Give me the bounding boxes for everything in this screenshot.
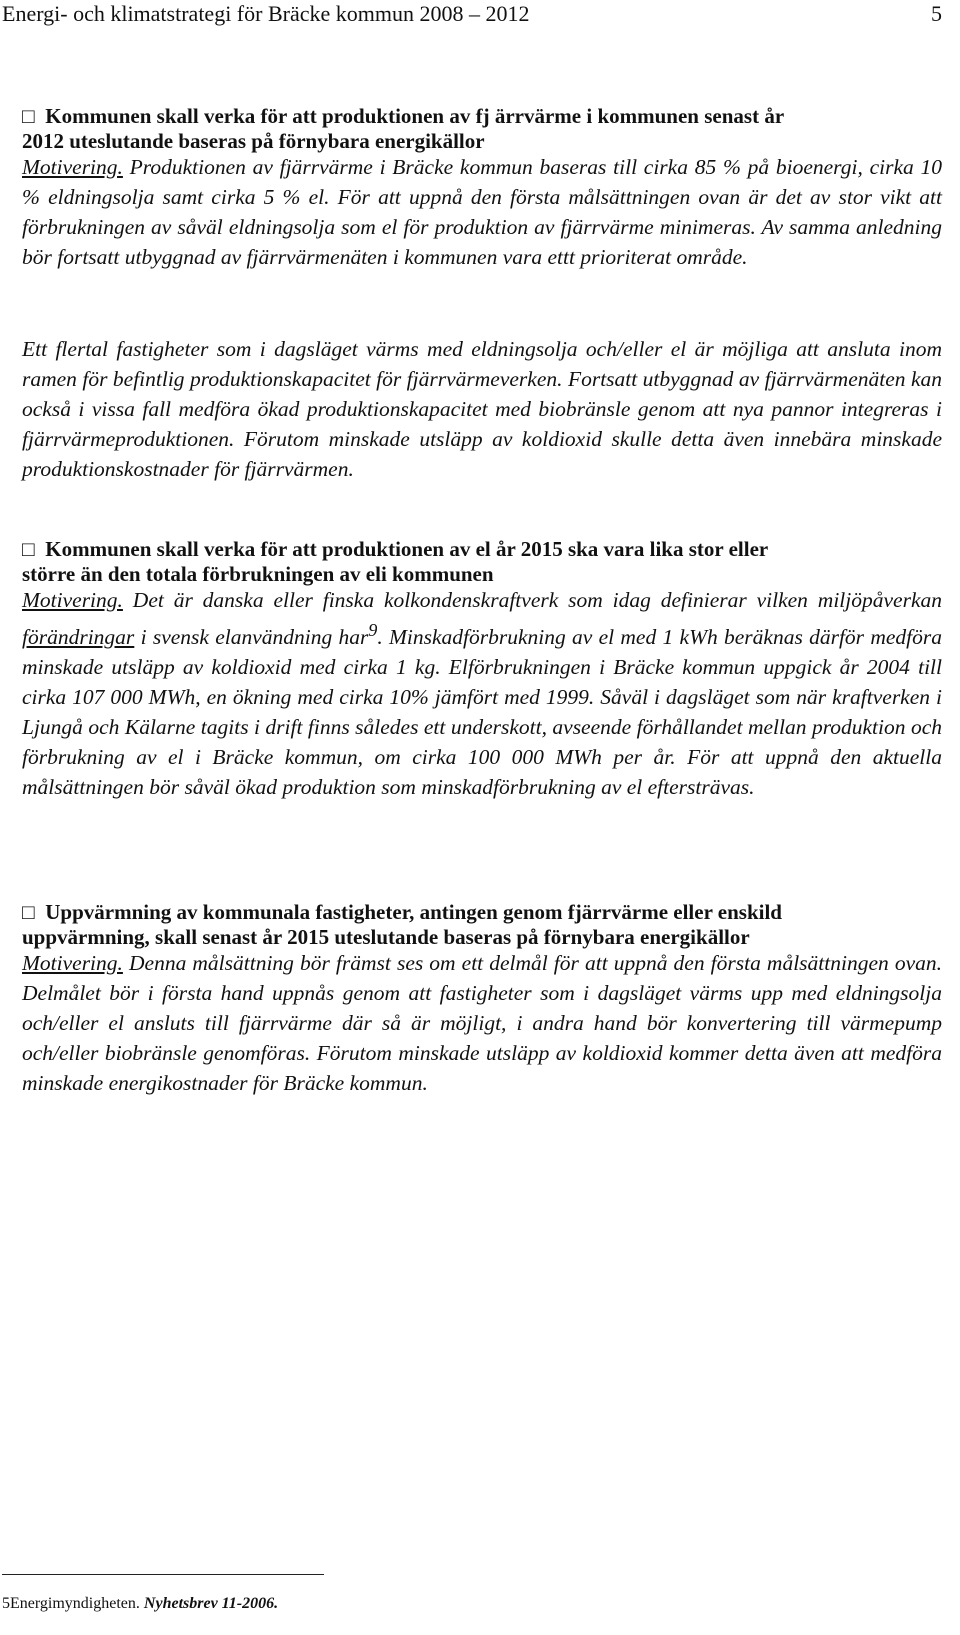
- motivation-paragraph-2: [22, 585, 942, 802]
- goal-text-line1: Uppvärmning av kommunala fastigheter, antingen genom fjärrvärme eller enskild: [45, 900, 782, 924]
- motivation-text-c: . Minskadförbrukning av el med 1 kWh beräknas därför medföra minskade utsläpp av koldioxid med cirka 1 kg. Elförbrukningen i Bräcke kommun uppgick år 2004 till cirka 107 000 MWh, en ökning med cirka 10% jämfört med 1999. Såväl i dagsläget som när kraftverken i Ljungå och Kälarne tagits i drift finns således ett underskott, avseende förhållandet mellan produktion och förbrukning av el i Bräcke kommun, om cirka 100 000 MWh per år. För att uppnå den aktuella målsättningen bör såväl ökad produktion som minskadförbrukning av el eftersträvas.: [22, 625, 942, 800]
- motivation-paragraph-1: [22, 152, 942, 272]
- goal-heading-electricity: [22, 537, 942, 587]
- motivation-text: Denna målsättning bör främst ses om ett delmål för att uppnå den första målsättningen ovan. Delmålet bör i första hand uppnås genom att fastigheter som i dagsläget värms upp med eldningsolja och/eller el ansluts till fjärrvärme där så är möjligt, i andra hand bör konvertering till värmepump och/eller biobränsle genomföras. Förutom minskade utsläpp av koldioxid kommer detta även att medföra minskade energikostnader för Bräcke kommun.: [22, 951, 942, 1095]
- footnote-number: 5: [2, 1595, 10, 1612]
- motivation-paragraph-3: [22, 948, 942, 1098]
- footnote-source: Nyhetsbrev 11-2006.: [143, 1595, 279, 1612]
- footnote-divider: [2, 1574, 324, 1575]
- paragraph-additional: [22, 334, 942, 484]
- paragraph-text: Ett flertal fastigheter som i dagsläget värms med eldningsolja och/eller el är möjliga att ansluta inom ramen för befintlig produktionskapacitet för fjärrvärmeverken. Fortsatt utbyggnad av fjärrvärmenäten kan också i vissa fall medföra ökad produktionskapacitet med biobränsle genom att nya pannor integreras i fjärrvärmeproduktionen. Förutom minskade utsläpp av koldioxid skulle detta även innebära minskade produktionskostnader för fjärrvärmen.: [22, 337, 942, 481]
- goal-text-line2: uppvärmning, skall senast år 2015 uteslutande baseras på förnybara energikällor: [22, 925, 750, 949]
- checkbox-icon: □: [22, 537, 35, 561]
- goal-text-line2: större än den totala förbrukningen av eli kommunen: [22, 562, 494, 586]
- goal-text-line2: 2012 uteslutande baseras på förnybara energikällor: [22, 129, 485, 153]
- motivation-label: Motivering.: [22, 588, 123, 612]
- goal-text-line1: Kommunen skall verka för att produktionen av el år 2015 ska vara lika stor eller: [45, 537, 769, 561]
- goal-heading-municipal-buildings: [22, 900, 942, 950]
- motivation-text: Produktionen av fjärrvärme i Bräcke kommun baseras till cirka 85 % på bioenergi, cirka 10 % eldningsolja samt cirka 5 % el. För att uppnå den första målsättningen ovan är det av stor vikt att förbrukningen av såväl eldningsolja som el för produktion av fjärrvärme minimeras. Av samma anledning bör fortsatt utbyggnad av fjärrvärmenäten i kommunen vara ettt prioriterat område.: [22, 155, 942, 269]
- motivation-text-b: i svensk elanvändning har: [134, 625, 369, 650]
- page-number: 5: [931, 1, 942, 26]
- footnote-text: Energimyndigheten.: [10, 1595, 144, 1612]
- motivation-label: Motivering.: [22, 155, 123, 179]
- goal-text-line1: Kommunen skall verka för att produktionen av fj ärrvärme i kommunen senast år: [45, 104, 785, 128]
- motivation-text-a: Det är danska eller finska kolkondenskraftverk som idag definierar vilken miljöpåverkan: [122, 588, 942, 612]
- document-title: Energi- och klimatstrategi för Bräcke kommun 2008 – 2012: [2, 1, 530, 26]
- underlined-word: förändringar: [22, 625, 135, 650]
- goal-heading-district-heating: [22, 104, 942, 154]
- motivation-label: Motivering.: [22, 951, 123, 975]
- footnote-ref: 9: [368, 620, 378, 640]
- checkbox-icon: □: [22, 104, 35, 128]
- page-header: [2, 0, 950, 28]
- footnote: [2, 1594, 278, 1614]
- checkbox-icon: □: [22, 900, 35, 924]
